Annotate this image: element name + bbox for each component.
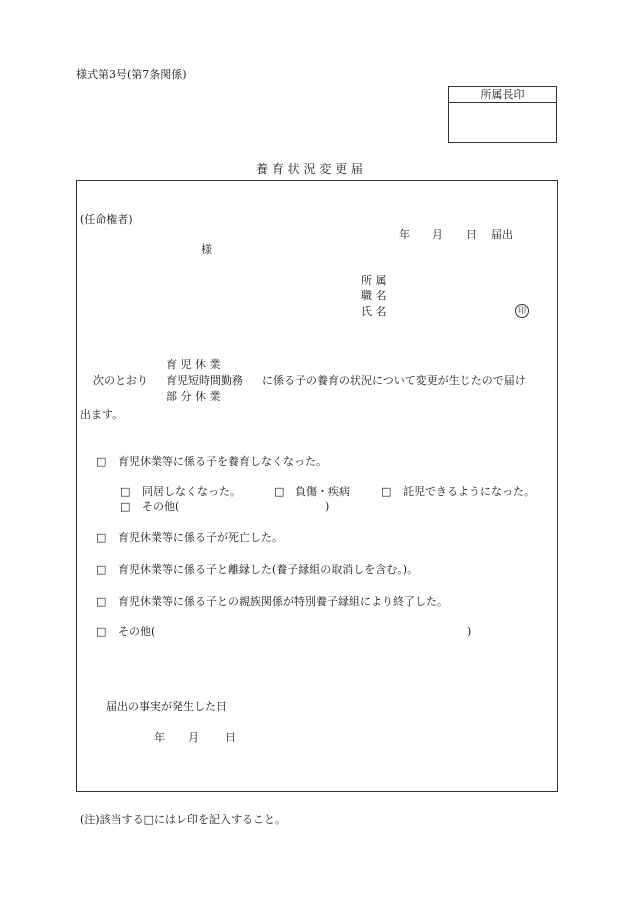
occurrence-label: 届出の事実が発生した日 (106, 700, 227, 713)
subreason-not-living-together: 同居しなくなった。 (142, 485, 241, 498)
item-special-adoption-ended: 育児休業等に係る子との親族関係が特別養子縁組により終了した。 (118, 595, 448, 608)
checkbox-sub-other[interactable]: □ (120, 500, 131, 513)
leave-type-childcare: 育 児 休 業 (166, 358, 221, 371)
authority-label: (任命権者) (80, 213, 133, 226)
subreason-daycare-available: 託児できるようになった。 (403, 485, 535, 498)
checkbox-child-separated[interactable]: □ (96, 563, 107, 576)
date-month: 月 (432, 228, 443, 241)
item-other-close: ) (467, 625, 472, 638)
occurrence-month: 月 (188, 731, 199, 744)
subreason-injury-illness: 負傷・疾病 (295, 485, 350, 498)
date-submitted: 届出 (491, 228, 513, 241)
intro-continuation: 出ます。 (80, 408, 124, 421)
checkbox-injury-illness[interactable]: □ (274, 485, 285, 498)
page-title: 養 育 状 況 変 更 届 (256, 162, 363, 176)
subreason-other-close: ) (325, 500, 330, 513)
checkbox-other[interactable]: □ (96, 625, 107, 638)
form-number: 様式第3号(第7条関係) (76, 68, 187, 81)
applicant-affiliation: 所 属 (361, 274, 387, 287)
applicant-position: 職 名 (361, 289, 387, 302)
date-year: 年 (399, 228, 410, 241)
leave-type-short-hours: 育児短時間勤務 (166, 374, 243, 387)
item-other-label: その他( (118, 625, 156, 638)
applicant-name: 氏 名 (361, 305, 387, 318)
date-day: 日 (466, 228, 477, 241)
seal-mark: 印 (515, 304, 529, 318)
item-child-died: 育児休業等に係る子が死亡した。 (118, 531, 283, 544)
checkbox-special-adoption-ended[interactable]: □ (96, 595, 107, 608)
footnote: (注)該当する□にはレ印を記入すること。 (80, 813, 286, 826)
stamp-box (448, 86, 557, 143)
intro-prefix: 次のとおり (93, 374, 148, 387)
authority-honorific: 様 (201, 243, 212, 256)
intro-suffix: に係る子の養育の状況について変更が生じたので届け (262, 374, 526, 387)
item-stopped-caring: 育児休業等に係る子を養育しなくなった。 (118, 455, 327, 468)
item-child-separated: 育児休業等に係る子と離縁した(養子縁組の取消しを含む。)。 (118, 563, 419, 576)
subreason-other-label: その他( (142, 500, 180, 513)
checkbox-child-died[interactable]: □ (96, 531, 107, 544)
checkbox-daycare-available[interactable]: □ (381, 485, 392, 498)
occurrence-day: 日 (225, 731, 236, 744)
checkbox-stopped-caring[interactable]: □ (96, 455, 107, 468)
checkbox-not-living-together[interactable]: □ (120, 485, 131, 498)
occurrence-year: 年 (154, 731, 165, 744)
stamp-box-label: 所属長印 (449, 87, 556, 103)
leave-type-partial: 部 分 休 業 (166, 390, 221, 403)
